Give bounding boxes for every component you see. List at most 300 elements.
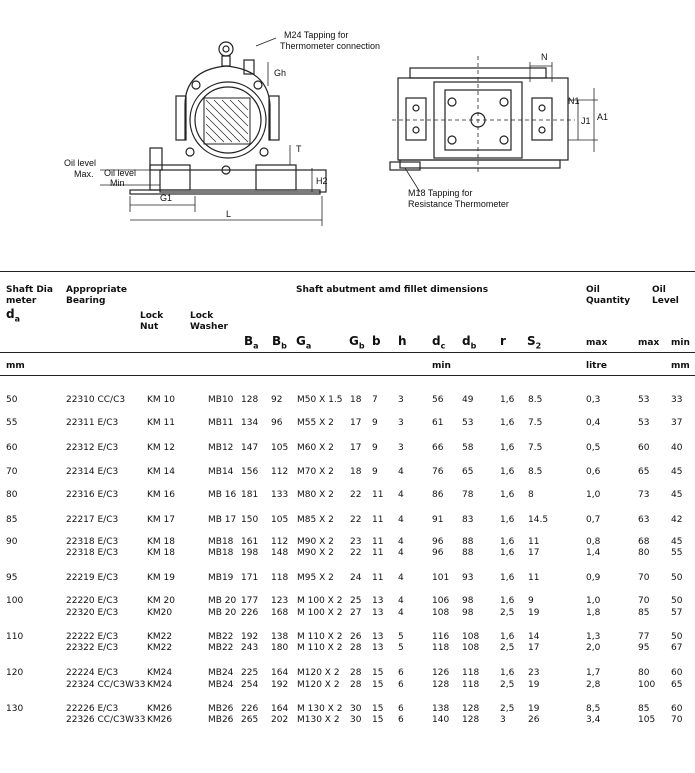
cell-washer: MB 17 (208, 515, 237, 525)
cell-ol-max: 70 (638, 573, 650, 583)
cell-ba: 226 (241, 704, 259, 714)
cell-s2: 17 (528, 643, 540, 653)
cell-s2: 26 (528, 715, 540, 725)
cell-d: 55 (6, 418, 18, 428)
header-shaft-dia-1: Shaft Dia (6, 285, 53, 295)
cell-r: 1,6 (500, 548, 515, 558)
cell-oq: 0,8 (586, 537, 601, 547)
cell-ol-max: 60 (638, 443, 650, 453)
cell-bb: 105 (271, 443, 289, 453)
cell-b: 15 (372, 704, 384, 714)
cell-s2: 14.5 (528, 515, 549, 525)
cell-s2: 19 (528, 608, 540, 618)
cell-ol-min: 33 (671, 395, 683, 405)
cell-oq: 1,3 (586, 632, 601, 642)
cell-db: 93 (462, 573, 474, 583)
cell-gb: 23 (350, 537, 362, 547)
cell-bearing: 22217 E/C3 (66, 515, 119, 525)
cell-r: 1,6 (500, 632, 515, 642)
cell-db: 88 (462, 548, 474, 558)
cell-oq: 0,9 (586, 573, 601, 583)
cell-db: 78 (462, 490, 474, 500)
cell-bb: 123 (271, 596, 289, 606)
cell-ba: 265 (241, 715, 259, 725)
cell-s2: 14 (528, 632, 540, 642)
header-oil-level-2: Level (652, 296, 679, 306)
cell-dc: 126 (432, 668, 450, 678)
header-b: b (372, 334, 381, 348)
cell-ga: M 110 X 2 (297, 632, 343, 642)
cell-nut: KM 17 (147, 515, 175, 525)
cell-s2: 8.5 (528, 467, 543, 477)
cell-bearing: 22224 E/C3 (66, 668, 119, 678)
cell-b: 7 (372, 395, 378, 405)
header-lock-washer-2: Washer (190, 322, 228, 332)
header-h: h (398, 334, 407, 348)
cell-h: 5 (398, 643, 404, 653)
header-lock-nut-1: Lock (140, 311, 164, 321)
cell-bb: 118 (271, 573, 289, 583)
cell-b: 13 (372, 608, 384, 618)
cell-r: 1,6 (500, 596, 515, 606)
cell-ol-max: 77 (638, 632, 650, 642)
cell-gb: 22 (350, 548, 362, 558)
cell-ga: M120 X 2 (297, 668, 340, 678)
cell-b: 15 (372, 680, 384, 690)
units-rule (0, 375, 695, 376)
cell-ba: 128 (241, 395, 259, 405)
cell-ol-min: 55 (671, 548, 683, 558)
cell-b: 11 (372, 548, 384, 558)
cell-db: 53 (462, 418, 474, 428)
cell-bb: 138 (271, 632, 289, 642)
oil-level-max-2: Max. (74, 169, 94, 179)
cell-d: 110 (6, 632, 24, 642)
cell-ol-min: 37 (671, 418, 683, 428)
cell-ba: 243 (241, 643, 259, 653)
cell-ol-min: 60 (671, 704, 683, 714)
dim-l: L (226, 209, 232, 219)
cell-ol-max: 85 (638, 608, 650, 618)
cell-gb: 22 (350, 515, 362, 525)
cell-bearing: 22322 E/C3 (66, 643, 119, 653)
cell-b: 13 (372, 643, 384, 653)
cell-gb: 24 (350, 573, 362, 583)
cell-washer: MB26 (208, 715, 234, 725)
cell-dc: 96 (432, 548, 444, 558)
cell-oq: 2,8 (586, 680, 601, 690)
cell-nut: KM 11 (147, 418, 175, 428)
cell-ol-max: 53 (638, 418, 650, 428)
cell-db: 49 (462, 395, 474, 405)
cell-dc: 128 (432, 680, 450, 690)
cell-bearing: 22222 E/C3 (66, 632, 119, 642)
dim-gh: Gh (274, 68, 287, 78)
cell-dc: 66 (432, 443, 444, 453)
cell-dc: 86 (432, 490, 444, 500)
cell-h: 5 (398, 632, 404, 642)
cell-gb: 27 (350, 608, 362, 618)
cell-ba: 192 (241, 632, 259, 642)
cell-h: 4 (398, 596, 404, 606)
cell-dc: 106 (432, 596, 450, 606)
cell-ga: M 110 X 2 (297, 643, 343, 653)
cell-bearing: 22318 E/C3 (66, 548, 119, 558)
cell-b: 15 (372, 668, 384, 678)
cell-bb: 112 (271, 467, 289, 477)
header-lock-nut-2: Nut (140, 322, 159, 332)
cell-bb: 192 (271, 680, 289, 690)
cell-nut: KM 18 (147, 537, 175, 547)
cell-ol-min: 42 (671, 515, 683, 525)
cell-ol-min: 60 (671, 668, 683, 678)
cell-h: 4 (398, 548, 404, 558)
cell-nut: KM24 (147, 680, 173, 690)
cell-ol-max: 80 (638, 548, 650, 558)
dim-h2: H2 (316, 176, 328, 186)
cell-ba: 226 (241, 608, 259, 618)
cell-ol-max: 63 (638, 515, 650, 525)
header-oil-quantity-1: Oil (586, 285, 600, 295)
cell-washer: MB10 (208, 395, 234, 405)
cell-nut: KM 12 (147, 443, 175, 453)
cell-bearing: 22310 CC/C3 (66, 395, 126, 405)
dim-n1: N1 (568, 96, 580, 106)
cell-s2: 7.5 (528, 443, 543, 453)
cell-ba: 147 (241, 443, 259, 453)
cell-bearing: 22318 E/C3 (66, 537, 119, 547)
cell-washer: MB18 (208, 548, 234, 558)
unit-litre: litre (586, 361, 608, 371)
cell-d: 100 (6, 596, 24, 606)
cell-nut: KM 16 (147, 490, 175, 500)
cell-s2: 19 (528, 704, 540, 714)
cell-h: 4 (398, 490, 404, 500)
cell-ga: M95 X 2 (297, 573, 334, 583)
cell-oq: 1,8 (586, 608, 601, 618)
cell-ga: M80 X 2 (297, 490, 334, 500)
cell-washer: MB12 (208, 443, 234, 453)
cell-ba: 254 (241, 680, 259, 690)
cell-gb: 30 (350, 704, 362, 714)
cell-ol-min: 67 (671, 643, 683, 653)
cell-b: 11 (372, 490, 384, 500)
header-s2: $S_2$ (527, 334, 542, 351)
cell-oq: 2,0 (586, 643, 601, 653)
dim-a1: A1 (597, 112, 609, 122)
cell-dc: 138 (432, 704, 450, 714)
cell-nut: KM22 (147, 632, 173, 642)
cell-gb: 28 (350, 668, 362, 678)
dim-n: N (541, 52, 548, 62)
cell-ol-min: 70 (671, 715, 683, 725)
cell-bb: 96 (271, 418, 283, 428)
cell-r: 1,6 (500, 515, 515, 525)
cell-ba: 156 (241, 467, 259, 477)
dim-g1: G1 (160, 193, 173, 203)
cell-ol-max: 95 (638, 643, 650, 653)
cell-washer: MB22 (208, 643, 234, 653)
cell-d: 70 (6, 467, 18, 477)
cell-ol-min: 45 (671, 490, 683, 500)
cell-dc: 56 (432, 395, 444, 405)
cell-s2: 23 (528, 668, 540, 678)
cell-h: 3 (398, 443, 404, 453)
technical-drawing (0, 0, 695, 240)
cell-oq: 0,4 (586, 418, 601, 428)
cell-ga: M90 X 2 (297, 548, 334, 558)
cell-washer: MB 20 (208, 596, 237, 606)
cell-r: 1,6 (500, 537, 515, 547)
annot-m24-line2: Thermometer connection (280, 41, 381, 51)
cell-bearing: 22312 E/C3 (66, 443, 119, 453)
unit-min: min (432, 361, 451, 371)
cell-washer: MB11 (208, 418, 234, 428)
cell-oq: 1,0 (586, 490, 601, 500)
cell-dc: 61 (432, 418, 444, 428)
unit-mm-level: mm (671, 361, 690, 371)
cell-ol-min: 45 (671, 537, 683, 547)
housing-front-view (100, 38, 326, 226)
cell-h: 4 (398, 573, 404, 583)
cell-oq: 0,7 (586, 515, 601, 525)
cell-bb: 105 (271, 515, 289, 525)
cell-ol-max: 80 (638, 668, 650, 678)
cell-s2: 17 (528, 548, 540, 558)
cell-r: 3 (500, 715, 506, 725)
cell-washer: MB24 (208, 680, 234, 690)
cell-r: 1,6 (500, 443, 515, 453)
cell-h: 6 (398, 668, 404, 678)
cell-h: 6 (398, 715, 404, 725)
cell-oq: 1,4 (586, 548, 601, 558)
cell-ga: M 100 X 2 (297, 608, 343, 618)
header-oq-max: max (586, 338, 608, 348)
cell-nut: KM 14 (147, 467, 175, 477)
cell-gb: 30 (350, 715, 362, 725)
cell-ol-min: 45 (671, 467, 683, 477)
cell-db: 58 (462, 443, 474, 453)
cell-bb: 133 (271, 490, 289, 500)
cell-ba: 177 (241, 596, 259, 606)
cell-db: 128 (462, 715, 480, 725)
cell-h: 6 (398, 704, 404, 714)
cell-bb: 92 (271, 395, 283, 405)
cell-db: 83 (462, 515, 474, 525)
cell-ol-min: 57 (671, 608, 683, 618)
cell-oq: 0,6 (586, 467, 601, 477)
cell-db: 88 (462, 537, 474, 547)
cell-h: 4 (398, 608, 404, 618)
cell-ol-min: 50 (671, 596, 683, 606)
cell-ga: M90 X 2 (297, 537, 334, 547)
cell-gb: 25 (350, 596, 362, 606)
cell-db: 65 (462, 467, 474, 477)
cell-s2: 7.5 (528, 418, 543, 428)
cell-bb: 180 (271, 643, 289, 653)
annot-m18-line2: Resistance Thermometer (408, 199, 509, 209)
cell-bearing: 22220 E/C3 (66, 596, 119, 606)
header-shaft-symbol: $d_a$ (6, 307, 20, 324)
cell-db: 108 (462, 643, 480, 653)
cell-gb: 28 (350, 680, 362, 690)
cell-bearing: 22324 CC/C3W33 (66, 680, 146, 690)
cell-gb: 18 (350, 467, 362, 477)
cell-b: 11 (372, 515, 384, 525)
cell-dc: 108 (432, 608, 450, 618)
cell-db: 108 (462, 632, 480, 642)
oil-level-min-2: Min (110, 178, 125, 188)
cell-oq: 1,0 (586, 596, 601, 606)
cell-ol-max: 73 (638, 490, 650, 500)
header-oil-level-1: Oil (652, 285, 666, 295)
cell-r: 1,6 (500, 395, 515, 405)
cell-gb: 22 (350, 490, 362, 500)
cell-ol-max: 105 (638, 715, 656, 725)
header-rule (0, 352, 695, 353)
cell-dc: 91 (432, 515, 444, 525)
cell-dc: 96 (432, 537, 444, 547)
cell-d: 80 (6, 490, 18, 500)
cell-bearing: 22226 E/C3 (66, 704, 119, 714)
cell-r: 2,5 (500, 704, 515, 714)
header-shaft-dia-2: meter (6, 296, 37, 306)
cell-washer: MB22 (208, 632, 234, 642)
cell-r: 2,5 (500, 643, 515, 653)
cell-dc: 101 (432, 573, 450, 583)
cell-db: 98 (462, 608, 474, 618)
dim-t: T (296, 144, 302, 154)
dim-j1: J1 (581, 116, 591, 126)
cell-ga: M60 X 2 (297, 443, 334, 453)
cell-ga: M85 X 2 (297, 515, 334, 525)
cell-d: 50 (6, 395, 18, 405)
header-bb: $B_b$ (272, 334, 287, 351)
cell-s2: 19 (528, 680, 540, 690)
cell-washer: MB18 (208, 537, 234, 547)
cell-dc: 140 (432, 715, 450, 725)
cell-b: 11 (372, 573, 384, 583)
cell-nut: KM20 (147, 608, 173, 618)
cell-ba: 225 (241, 668, 259, 678)
cell-d: 120 (6, 668, 24, 678)
cell-s2: 11 (528, 573, 540, 583)
cell-oq: 0,5 (586, 443, 601, 453)
cell-washer: MB 16 (208, 490, 237, 500)
cell-h: 4 (398, 537, 404, 547)
annot-m24: M24 Tapping for (284, 30, 349, 40)
cell-d: 60 (6, 443, 18, 453)
cell-dc: 116 (432, 632, 450, 642)
header-ol-min: min (671, 338, 690, 348)
cell-r: 1,6 (500, 418, 515, 428)
cell-r: 1,6 (500, 668, 515, 678)
cell-db: 128 (462, 704, 480, 714)
cell-b: 15 (372, 715, 384, 725)
cell-ol-min: 50 (671, 632, 683, 642)
cell-ol-max: 68 (638, 537, 650, 547)
cell-ol-max: 65 (638, 467, 650, 477)
cell-ol-min: 50 (671, 573, 683, 583)
cell-nut: KM 10 (147, 395, 175, 405)
oil-level-min: Oil level (104, 168, 137, 178)
cell-oq: 3,4 (586, 715, 601, 725)
cell-oq: 0,3 (586, 395, 601, 405)
cell-ga: M55 X 2 (297, 418, 334, 428)
header-lock-washer-1: Lock (190, 311, 214, 321)
header-bearing-2: Bearing (66, 296, 106, 306)
cell-d: 130 (6, 704, 24, 714)
cell-h: 3 (398, 395, 404, 405)
cell-h: 4 (398, 467, 404, 477)
cell-ol-max: 100 (638, 680, 656, 690)
cell-nut: KM 19 (147, 573, 175, 583)
cell-nut: KM 20 (147, 596, 175, 606)
cell-bb: 112 (271, 537, 289, 547)
cell-d: 95 (6, 573, 18, 583)
cell-h: 6 (398, 680, 404, 690)
cell-d: 90 (6, 537, 18, 547)
header-r: r (500, 334, 506, 348)
cell-washer: MB 20 (208, 608, 237, 618)
cell-bearing: 22326 CC/C3W33 (66, 715, 146, 725)
cell-bb: 202 (271, 715, 289, 725)
cell-washer: MB24 (208, 668, 234, 678)
cell-washer: MB19 (208, 573, 234, 583)
cell-db: 98 (462, 596, 474, 606)
header-ga: $G_a$ (296, 334, 312, 351)
cell-washer: MB14 (208, 467, 234, 477)
cell-b: 13 (372, 596, 384, 606)
cell-ga: M50 X 1.5 (297, 395, 343, 405)
cell-gb: 26 (350, 632, 362, 642)
header-abutment: Shaft abutment amd fillet dimensions (296, 285, 489, 295)
cell-oq: 1,7 (586, 668, 601, 678)
header-bearing-1: Appropriate (66, 285, 127, 295)
cell-nut: KM22 (147, 643, 173, 653)
cell-ga: M70 X 2 (297, 467, 334, 477)
cell-bearing: 22316 E/C3 (66, 490, 119, 500)
cell-r: 1,6 (500, 467, 515, 477)
cell-ol-max: 85 (638, 704, 650, 714)
header-gb: $G_b$ (349, 334, 365, 351)
cell-ba: 171 (241, 573, 259, 583)
cell-washer: MB26 (208, 704, 234, 714)
cell-h: 4 (398, 515, 404, 525)
cell-r: 1,6 (500, 490, 515, 500)
cell-r: 2,5 (500, 608, 515, 618)
cell-ol-max: 53 (638, 395, 650, 405)
cell-s2: 8.5 (528, 395, 543, 405)
cell-bb: 168 (271, 608, 289, 618)
cell-ga: M 100 X 2 (297, 596, 343, 606)
cell-bb: 148 (271, 548, 289, 558)
cell-bearing: 22219 E/C3 (66, 573, 119, 583)
cell-ba: 134 (241, 418, 259, 428)
cell-ol-max: 70 (638, 596, 650, 606)
cell-b: 9 (372, 443, 378, 453)
header-db: $d_b$ (462, 334, 477, 351)
cell-b: 9 (372, 467, 378, 477)
header-oil-quantity-2: Quantity (586, 296, 631, 306)
cell-ga: M120 X 2 (297, 680, 340, 690)
cell-bearing: 22320 E/C3 (66, 608, 119, 618)
cell-ol-min: 65 (671, 680, 683, 690)
table-top-rule (0, 271, 695, 272)
cell-b: 9 (372, 418, 378, 428)
cell-bearing: 22311 E/C3 (66, 418, 119, 428)
cell-gb: 28 (350, 643, 362, 653)
